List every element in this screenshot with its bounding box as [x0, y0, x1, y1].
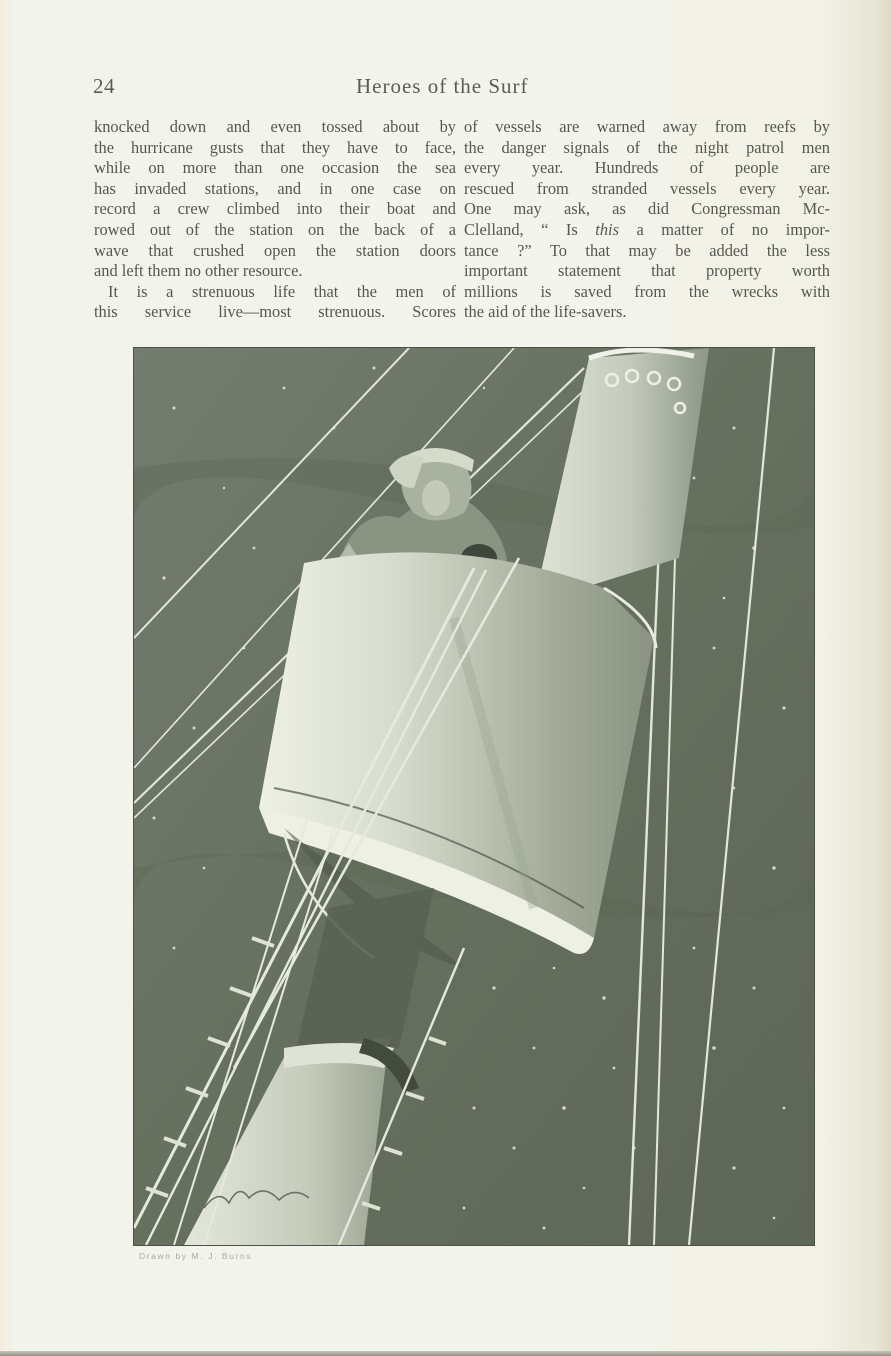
left-column	[94, 117, 456, 323]
text-line: record a crew climbed into their boat and	[94, 199, 456, 219]
text-line-with-italic	[464, 220, 830, 241]
text-line: knocked down and even tossed about by	[94, 117, 456, 136]
right-column	[464, 117, 830, 323]
text-segment: Clelland, “ Is	[464, 219, 596, 239]
text-segment: a matter of no impor-	[618, 219, 830, 239]
text-line: every year. Hundreds of people are	[464, 158, 830, 178]
text-line: the danger signals of the night patrol men	[464, 137, 830, 157]
paragraph-start-line: It is a strenuous life that the men of	[108, 281, 456, 301]
running-title: Heroes of the Surf	[356, 74, 529, 98]
text-line: rowed out of the station on the back of a	[94, 219, 456, 239]
page-bottom-edge	[0, 1351, 891, 1356]
text-line: millions is saved from the wrecks with	[464, 281, 830, 301]
italic-emphasis: this	[595, 219, 619, 239]
text-line: the aid of the life-savers.	[464, 302, 627, 322]
text-line: the hurricane gusts that they have to face,	[94, 137, 456, 157]
running-head	[93, 74, 833, 104]
text-line: has invaded stations, and in one case on	[94, 178, 456, 198]
text-line: tance ?” To that may be added the less	[464, 240, 830, 260]
text-line: of vessels are warned away from reefs by	[464, 117, 830, 136]
illustration-credit: Drawn by M. J. Burns	[139, 1251, 253, 1261]
text-line: while on more than one occasion the sea	[94, 158, 456, 178]
text-line: this service live—most strenuous. Scores	[94, 302, 456, 322]
text-line: and left them no other resource.	[94, 261, 303, 281]
text-line: rescued from stranded vessels every year.	[464, 178, 830, 198]
illustration-lookout-in-crows-nest	[133, 347, 815, 1246]
page-number: 24	[93, 74, 115, 98]
text-line: One may ask, as did Congressman Mc-	[464, 199, 830, 219]
illustration-artwork	[134, 348, 814, 1245]
text-line: wave that crushed open the station doors	[94, 240, 456, 260]
text-line: important statement that property worth	[464, 261, 830, 281]
